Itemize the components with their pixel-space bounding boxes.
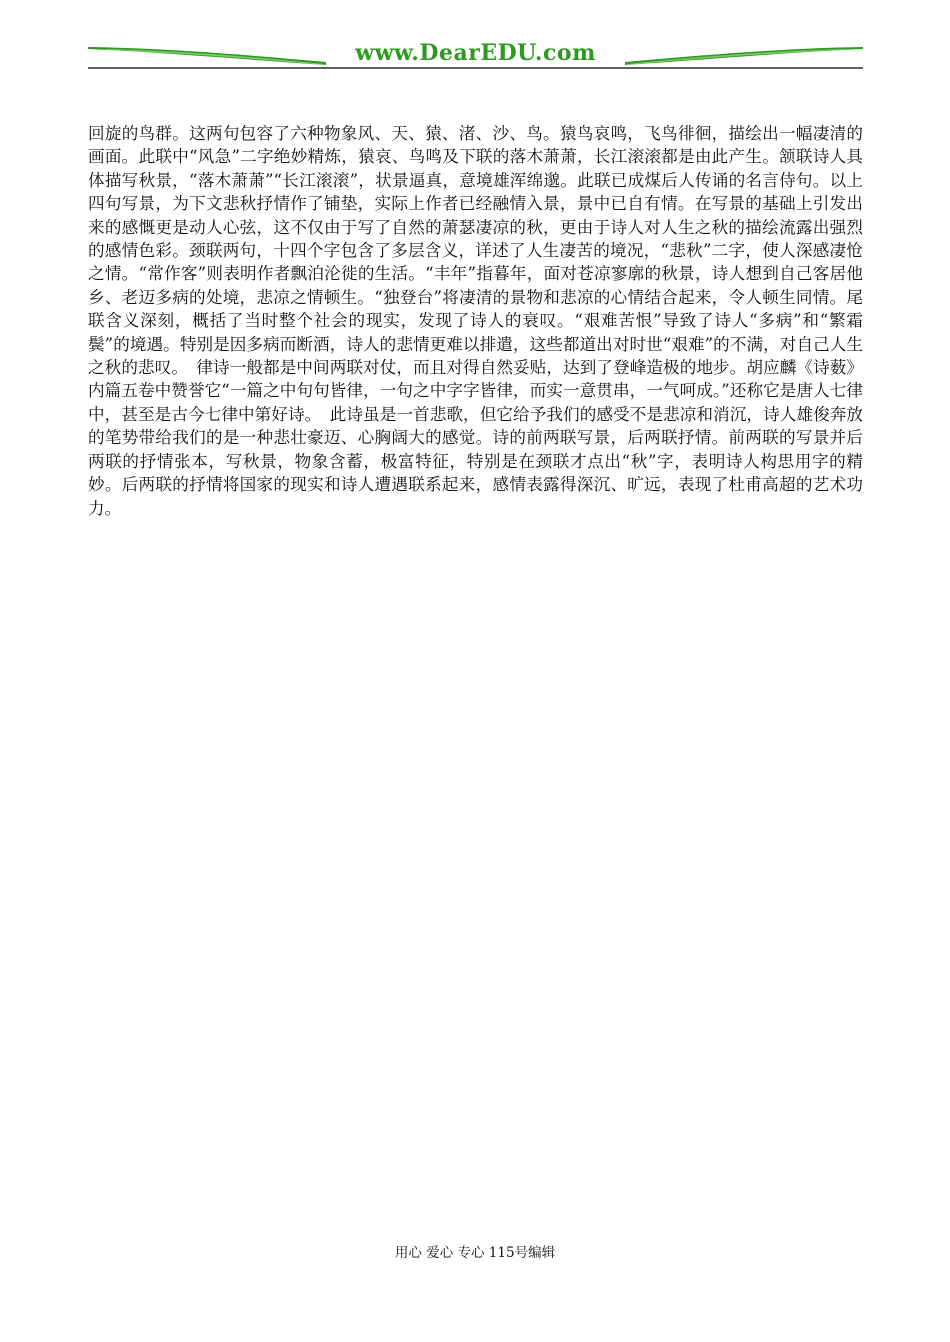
article-paragraph: 回旋的鸟群。这两句包容了六种物象风、天、猿、渚、沙、鸟。猿鸟哀鸣，飞鸟徘徊，描绘出一幅凄清的画面。此联中“风急”二字绝妙精炼，猿哀、鸟鸣及下联的落木萧萧，长江滚滚都是由此产生。颔联诗人具体描写秋景，“落木萧萧”“长江滚滚”，状景逼真，意境雄浑绵邈。此联已成煤后人传诵的名言侍句。以上四句写景，为下文悲秋抒情作了铺垫，实际上作者已经融情入景，景中已自有情。在写景的基础上引发出来的感慨更是动人心弦，这不仅由于写了自然的萧瑟凄凉的秋，更由于诗人对人生之秋的描绘流露出强烈的感情色彩。颈联两句，十四个字包含了多层含义，详述了人生凄苦的境况，“悲秋”二字，使人深感凄怆之情。“常作客”则表明作者飘泊沦徙的生活。“丰年”指暮年，面对苍凉寥廓的秋景，诗人想到自己客居他乡、老迈多病的处境，悲凉之情顿生。“独登台”将凄清的景物和悲凉的心情结合起来，令人顿生同情。尾联含义深刻，概括了当时整个社会的现实，发现了诗人的衰叹。“艰难苦恨”导致了诗人“多病”和“繁霜鬓”的境遇。特别是因多病而断酒，诗人的悲情更难以排遣，这些都道出对时世“艰难”的不满，对自己人生之秋的悲叹。 律诗一般都是中间两联对仗，而且对得自然妥贴，达到了登峰造极的地步。胡应麟《诗薮》内篇五卷中赞誉它“一篇之中句句皆律，一句之中字字皆律，而实一意贯串，一气呵成。”还称它是唐人七律中，甚至是古今七律中第好诗。 此诗虽是一首悲歌，但它给予我们的感受不是悲凉和消沉，诗人雄俊奔放的笔势带给我们的是一种悲壮豪迈、心胸阔大的感觉。诗的前两联写景，后两联抒情。前两联的写景并后两联的抒情张本，写秋景，物象含蓄，极富特征，特别是在颈联才点出“秋”字，表明诗人构思用字的精妙。后两联的抒情将国家的现实和诗人遭遇联系起来，感情表露得深沉、旷远，表现了杜甫高超的艺术功力。 [88,124,863,518]
page-header [88,38,863,70]
page-footer: 用心 爱心 专心 115号编辑 [394,1245,556,1261]
site-logo-text: www.DearEDU.com [355,40,596,66]
